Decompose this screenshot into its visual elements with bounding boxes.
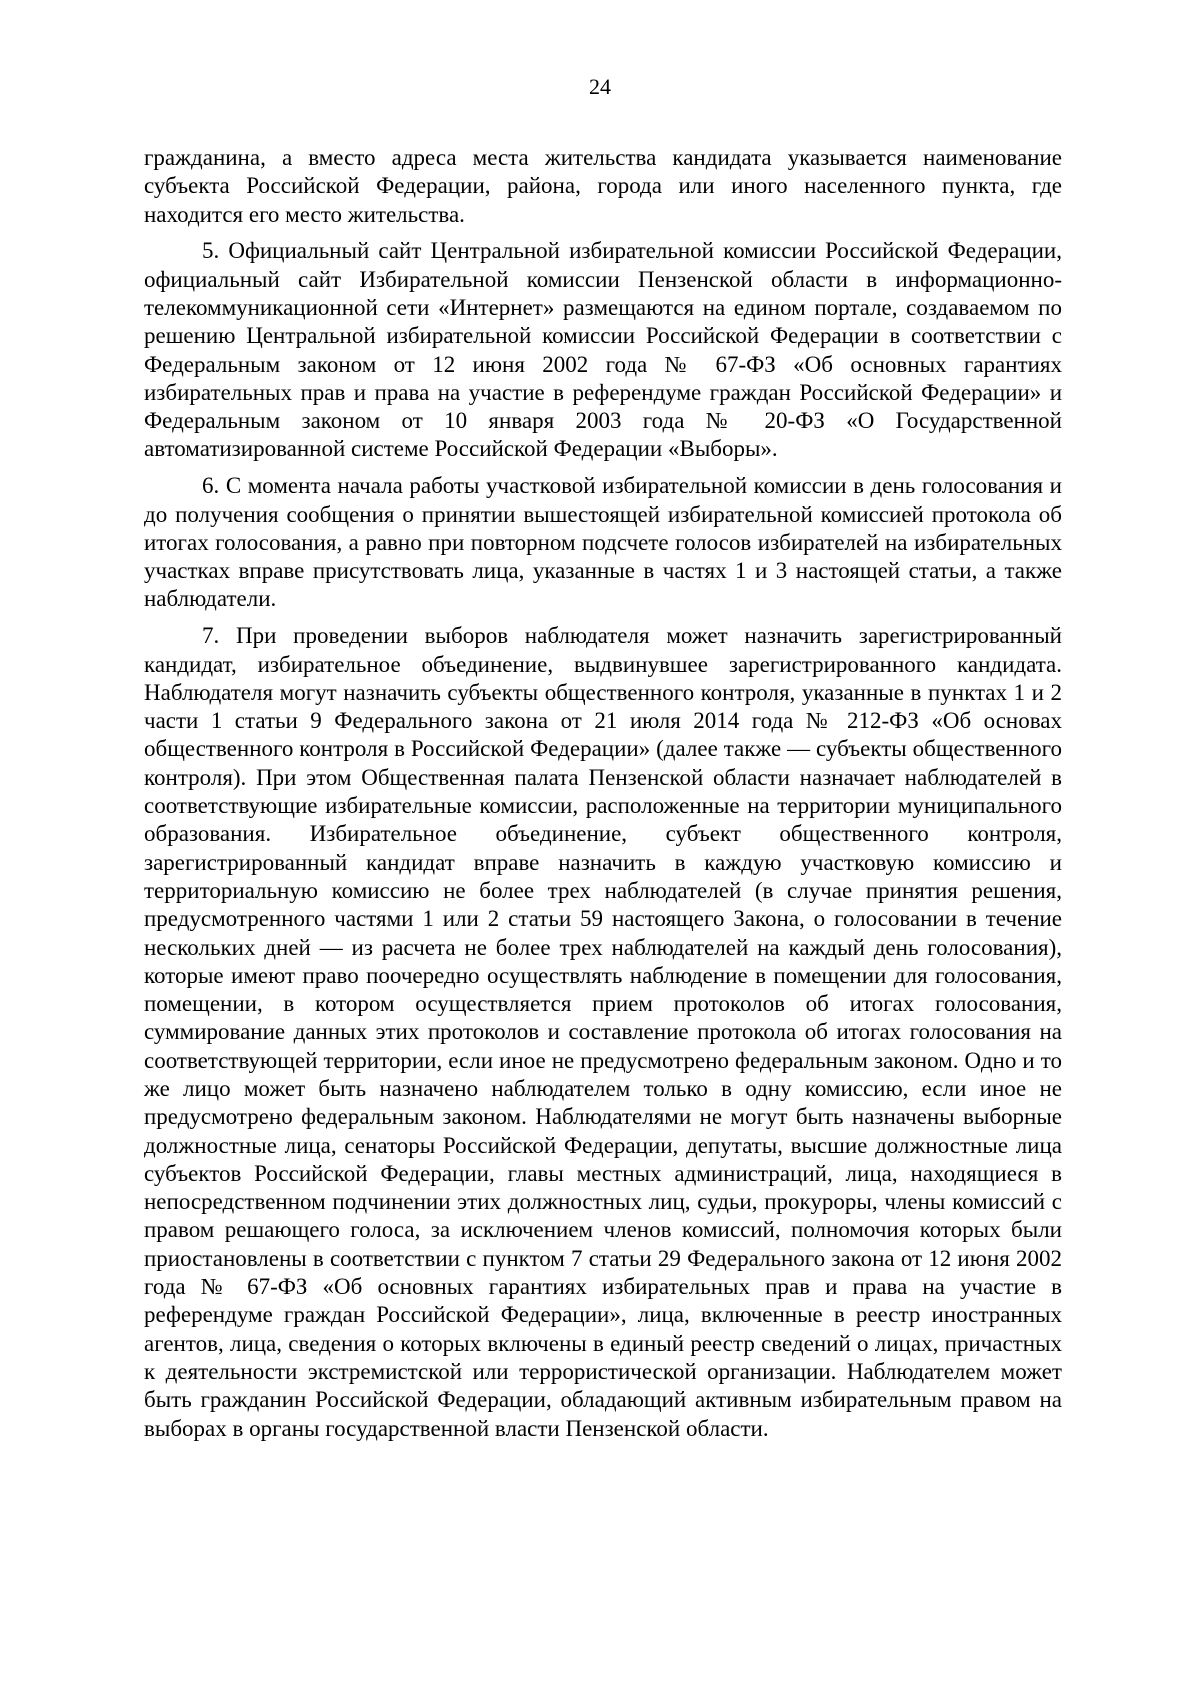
paragraph-5: 5. Официальный сайт Центральной избирательной комиссии Российской Федерации, официальный сайт Избирательной комиссии Пензенской области в информационно-телекоммуникационной сети «Интернет» размещаются на едином портале, создаваемом по решению Центральной избирательной комиссии Российской Федерации в соответствии с Федеральным законом от 12 июня 2002 года № 67-ФЗ «Об основных гарантиях избирательных прав и права на участие в референдуме граждан Российской Федерации» и Федеральным законом от 10 января 2003 года № 20-ФЗ «О Государственной автоматизированной системе Российской Федерации «Выборы».: [144, 238, 1062, 462]
page-number: 24: [589, 74, 611, 99]
paragraph-continuation: гражданина, а вместо адреса места жительства кандидата указывается наименование субъекта Российской Федерации, района, города или иного населенного пункта, где находится его место жительства.: [144, 145, 1062, 227]
paragraph-7: 7. При проведении выборов наблюдателя может назначить зарегистрированный кандидат, избирательное объединение, выдвинувшее зарегистрированного кандидата. Наблюдателя могут назначить субъекты общественного контроля, указанные в пунктах 1 и 2 части 1 статьи 9 Федерального закона от 21 июля 2014 года № 212-ФЗ «Об основах общественного контроля в Российской Федерации» (далее также — субъекты общественного контроля). При этом Общественная палата Пензенской области назначает наблюдателей в соответствующие избирательные комиссии, расположенные на территории муниципального образования. Избирательное объединение, субъект общественного контроля, зарегистрированный кандидат вправе назначить в каждую участковую комиссию и территориальную комиссию не более трех наблюдателей (в случае принятия решения, предусмотренного частями 1 или 2 статьи 59 настоящего Закона, о голосовании в течение нескольких дней — из расчета не более трех наблюдателей на каждый день голосования), которые имеют право поочередно осуществлять наблюдение в помещении для голосования, помещении, в котором осуществляется прием протоколов об итогах голосования, суммирование данных этих протоколов и составление протокола об итогах голосования на соответствующей территории, если иное не предусмотрено федеральным законом. Одно и то же лицо может быть назначено наблюдателем только в одну комиссию, если иное не предусмотрено федеральным законом. Наблюдателями не могут быть назначены выборные должностные лица, сенаторы Российской Федерации, депутаты, высшие должностные лица субъектов Российской Федерации, главы местных администраций, лица, находящиеся в непосредственном подчинении этих должностных лиц, судьи, прокуроры, члены комиссий с правом решающего голоса, за исключением членов комиссий, полномочия которых были приостановлены в соответствии с пунктом 7 статьи 29 Федерального закона от 12 июня 2002 года № 67-ФЗ «Об основных гарантиях избирательных прав и права на участие в референдуме граждан Российской Федерации», лица, включенные в реестр иностранных агентов, лица, сведения о которых включены в единый реестр сведений о лицах, причастных к деятельности экстремистской или террористической организации. Наблюдателем может быть гражданин Российской Федерации, обладающий активным избирательным правом на выборах в органы государственной власти Пензенской области.: [144, 623, 1062, 1441]
paragraph-6: 6. С момента начала работы участковой избирательной комиссии в день голосования и до получения сообщения о принятии вышестоящей избирательной комиссией протокола об итогах голосования, а равно при повторном подсчете голосов избирателей на избирательных участках вправе присутствовать лица, указанные в частях 1 и 3 настоящей статьи, а также наблюдатели.: [144, 473, 1062, 612]
document-body: [144, 144, 1062, 1451]
